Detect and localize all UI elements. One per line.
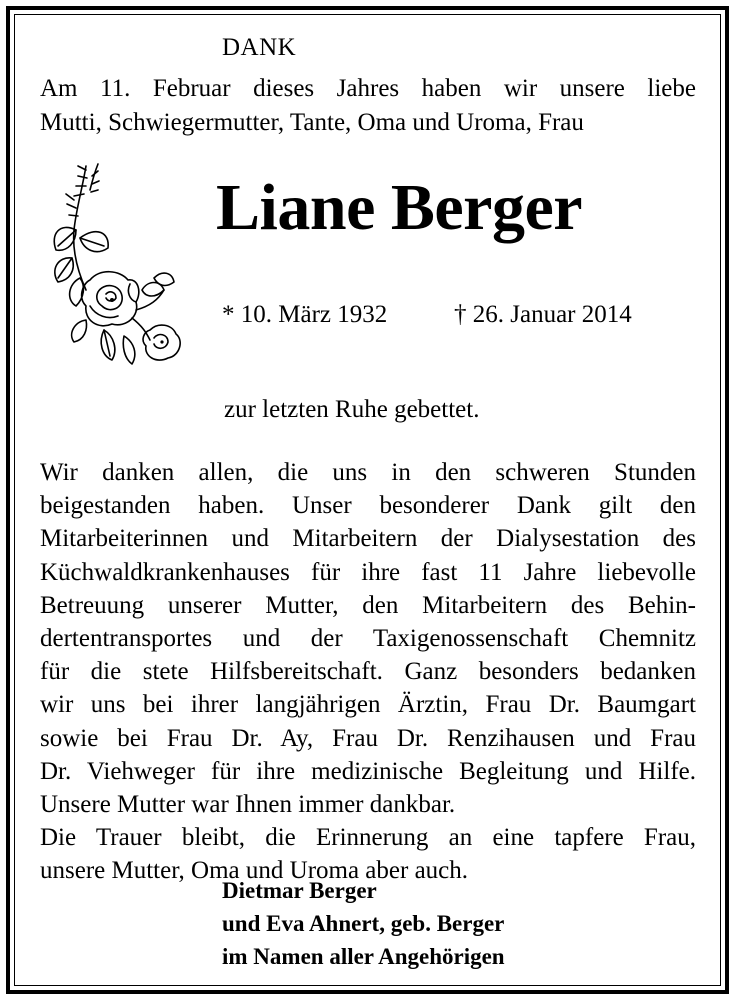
notice-heading: DANK	[222, 34, 297, 61]
paragraph-line: Unsere Mutter war Ihnen immer dankbar.	[40, 791, 456, 819]
rose-illustration-icon	[46, 160, 192, 382]
paragraph-line: Küchwaldkrankenhauses für ihre fast 11 Jahre liebevolle	[40, 558, 696, 586]
rest-line: zur letzten Ruhe gebettet.	[224, 396, 480, 423]
paragraph-line: Betreuung unserer Mutter, den Mitarbeitern des Behin-	[40, 591, 696, 619]
paragraph-line: beigestanden haben. Unser besonderer Dank gilt den	[40, 492, 696, 520]
paragraph-line: Die Trauer bleibt, die Erinnerung an eine tapfere Frau,	[40, 824, 696, 852]
paragraph-line: unsere Mutter, Oma und Uroma aber auch.	[40, 857, 469, 885]
paragraph-line: dertentransportes und der Taxigenossenschaft Chemnitz	[40, 625, 696, 653]
signature-line: Dietmar Berger	[222, 878, 377, 903]
signature-line: im Namen aller Angehörigen	[222, 944, 505, 969]
paragraph-line: Mitarbeiterinnen und Mitarbeitern der Dialysestation des	[40, 525, 696, 553]
paragraph-line: wir uns bei ihrer langjährigen Ärztin, Frau Dr. Baumgart	[40, 691, 696, 719]
paragraph-line: sowie bei Frau Dr. Ay, Frau Dr. Renzihausen und Frau	[40, 724, 696, 752]
birth-date: * 10. März 1932	[222, 301, 388, 328]
paragraph-line: Wir danken allen, die uns in den schweren Stunden	[40, 459, 696, 486]
thanks-paragraph	[40, 456, 696, 888]
paragraph-line: Dr. Viehweger für ihre medizinische Begleitung und Hilfe.	[40, 757, 696, 785]
paragraph-line: für die stete Hilfsbereitschaft. Ganz besonders bedanken	[40, 658, 696, 686]
intro-line: Am 11. Februar dieses Jahres haben wir unsere liebe	[40, 75, 696, 102]
death-date: † 26. Januar 2014	[454, 301, 632, 328]
intro-line: Mutti, Schwiegermutter, Tante, Oma und Uroma, Frau	[40, 109, 584, 136]
signature-block	[222, 874, 505, 973]
signature-line: und Eva Ahnert, geb. Berger	[222, 911, 505, 936]
intro-paragraph	[40, 72, 696, 140]
deceased-name: Liane Berger	[216, 171, 583, 244]
